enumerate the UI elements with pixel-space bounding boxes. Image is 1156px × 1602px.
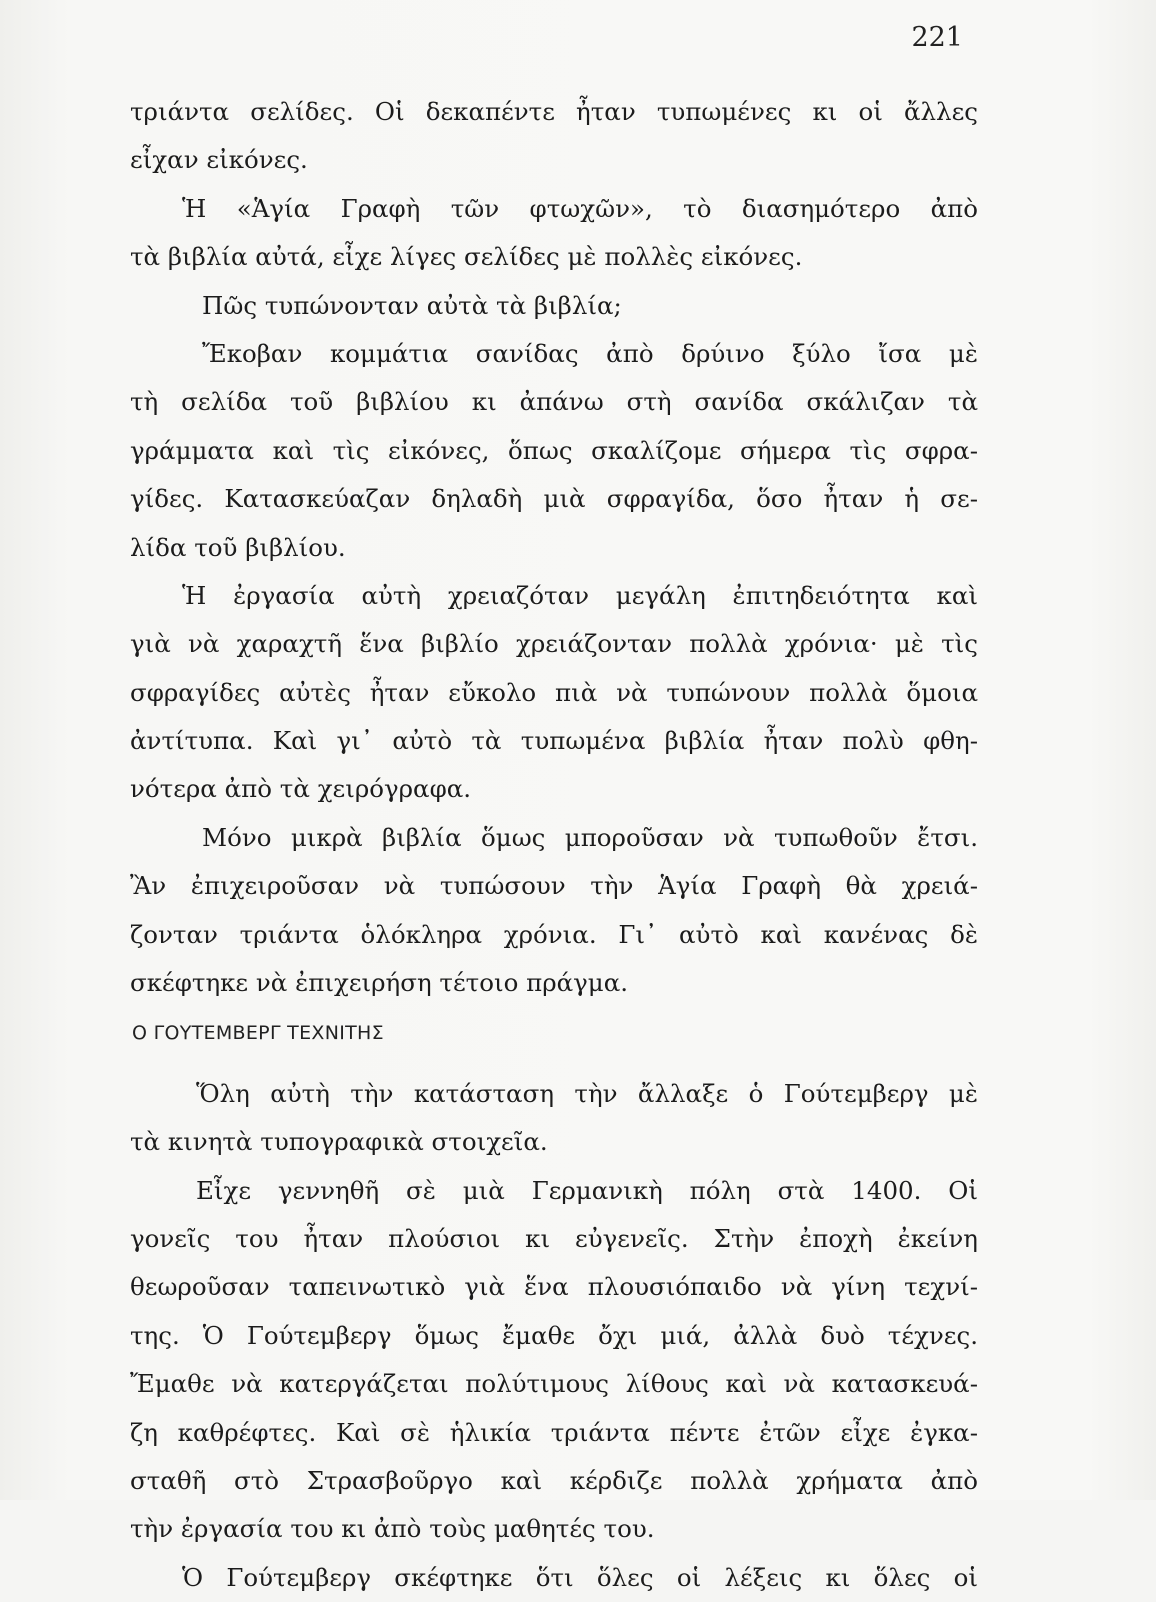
text-line: Ἡ «Ἁγία Γραφὴ τῶν φτωχῶν», τὸ διασημότερο ἀπὸ (182, 193, 978, 223)
text-line: γονεῖς του ἦταν πλούσιοι κι εὐγενεῖς. Στὴν ἐποχὴ ἐκείνη (130, 1223, 978, 1253)
text-line: σφραγίδες αὐτὲς ἦταν εὔκολο πιὰ νὰ τυπώνουν πολλὰ ὅμοια (130, 677, 978, 707)
text-line: σκέφτηκε νὰ ἐπιχειρήση τέτοιο πράγμα. (130, 968, 629, 998)
text-line: Μόνο μικρὰ βιβλία ὅμως μποροῦσαν νὰ τυπωθοῦν ἔτσι. (202, 822, 978, 852)
text-line: τριάντα σελίδες. Οἱ δεκαπέντε ἦταν τυπωμένες κι οἱ ἄλλες (130, 97, 978, 126)
text-line: γράμματα καὶ τὶς εἰκόνες, ὅπως σκαλίζομε σήμερα τὶς σφρα- (130, 435, 978, 465)
text-line: Ἂν ἐπιχειροῦσαν νὰ τυπώσουν τὴν Ἁγία Γραφὴ θὰ χρειά- (130, 871, 978, 901)
text-line: ζη καθρέφτες. Καὶ σὲ ἡλικία τριάντα πέντε ἐτῶν εἶχε ἐγκα- (130, 1417, 978, 1447)
text-line: τὰ βιβλία αὐτά, εἶχε λίγες σελίδες μὲ πολλὲς εἰκόνες. (130, 242, 803, 272)
text-line: Πῶς τυπώνονταν αὐτὰ τὰ βιβλία; (202, 290, 622, 320)
page-number: 221 (911, 22, 963, 53)
text-line: γιὰ νὰ χαραχτῆ ἕνα βιβλίο χρειάζονταν πολλὰ χρόνια· μὲ τὶς (130, 629, 978, 659)
text-line: Ἔκοβαν κομμάτια σανίδας ἀπὸ δρύινο ξύλο ἴσα μὲ (202, 338, 978, 368)
text-line: Ἡ ἐργασία αὐτὴ χρειαζόταν μεγάλη ἐπιτηδειότητα καὶ (182, 580, 978, 610)
text-line: τὰ κινητὰ τυπογραφικὰ στοιχεῖα. (130, 1127, 548, 1157)
text-line: θεωροῦσαν ταπεινωτικὸ γιὰ ἕνα πλουσιόπαιδο νὰ γίνη τεχνί- (130, 1272, 978, 1302)
text-line: της. Ὁ Γούτεμβεργ ὅμως ἔμαθε ὄχι μιά, ἀλλὰ δυὸ τέχνες. (130, 1320, 978, 1350)
text-line: τὴ σελίδα τοῦ βιβλίου κι ἀπάνω στὴ σανίδα σκάλιζαν τὰ (130, 387, 978, 417)
text-line: νότερα ἀπὸ τὰ χειρόγραφα. (130, 774, 472, 804)
text-line: Ἔμαθε νὰ κατεργάζεται πολύτιμους λίθους καὶ νὰ κατασκευά- (130, 1369, 978, 1399)
text-line: γίδες. Κατασκεύαζαν δηλαδὴ μιὰ σφραγίδα, ὅσο ἦταν ἡ σε- (130, 484, 978, 514)
text-line: ἀντίτυπα. Καὶ γι᾽ αὐτὸ τὰ τυπωμένα βιβλία ἦταν πολὺ φθη- (130, 726, 978, 756)
text-line: τὴν ἐργασία του κι ἀπὸ τοὺς μαθητές του. (130, 1514, 655, 1544)
text-line: Ὅλη αὐτὴ τὴν κατάσταση τὴν ἄλλαξε ὁ Γούτεμβεργ μὲ (196, 1078, 978, 1108)
section-heading: Ο ΓΟΥΤΕΜΒΕΡΓ ΤΕΧΝΙΤΗΣ (132, 1022, 384, 1045)
text-line: Εἶχε γεννηθῆ σὲ μιὰ Γερμανικὴ πόλη στὰ 1400. Οἱ (196, 1175, 978, 1205)
text-line: λίδα τοῦ βιβλίου. (130, 532, 346, 562)
text-line: σταθῆ στὸ Στρασβοῦργο καὶ κέρδιζε πολλὰ χρήματα ἀπὸ (130, 1465, 978, 1495)
text-line: Ὁ Γούτεμβεργ σκέφτηκε ὅτι ὅλες οἱ λέξεις κι ὅλες οἱ (182, 1562, 978, 1592)
text-line: εἶχαν εἰκόνες. (130, 145, 308, 175)
text-line: ζονταν τριάντα ὁλόκληρα χρόνια. Γι᾽ αὐτὸ καὶ κανένας δὲ (130, 919, 978, 949)
body-text (130, 88, 978, 1602)
spacer (130, 1056, 978, 1070)
